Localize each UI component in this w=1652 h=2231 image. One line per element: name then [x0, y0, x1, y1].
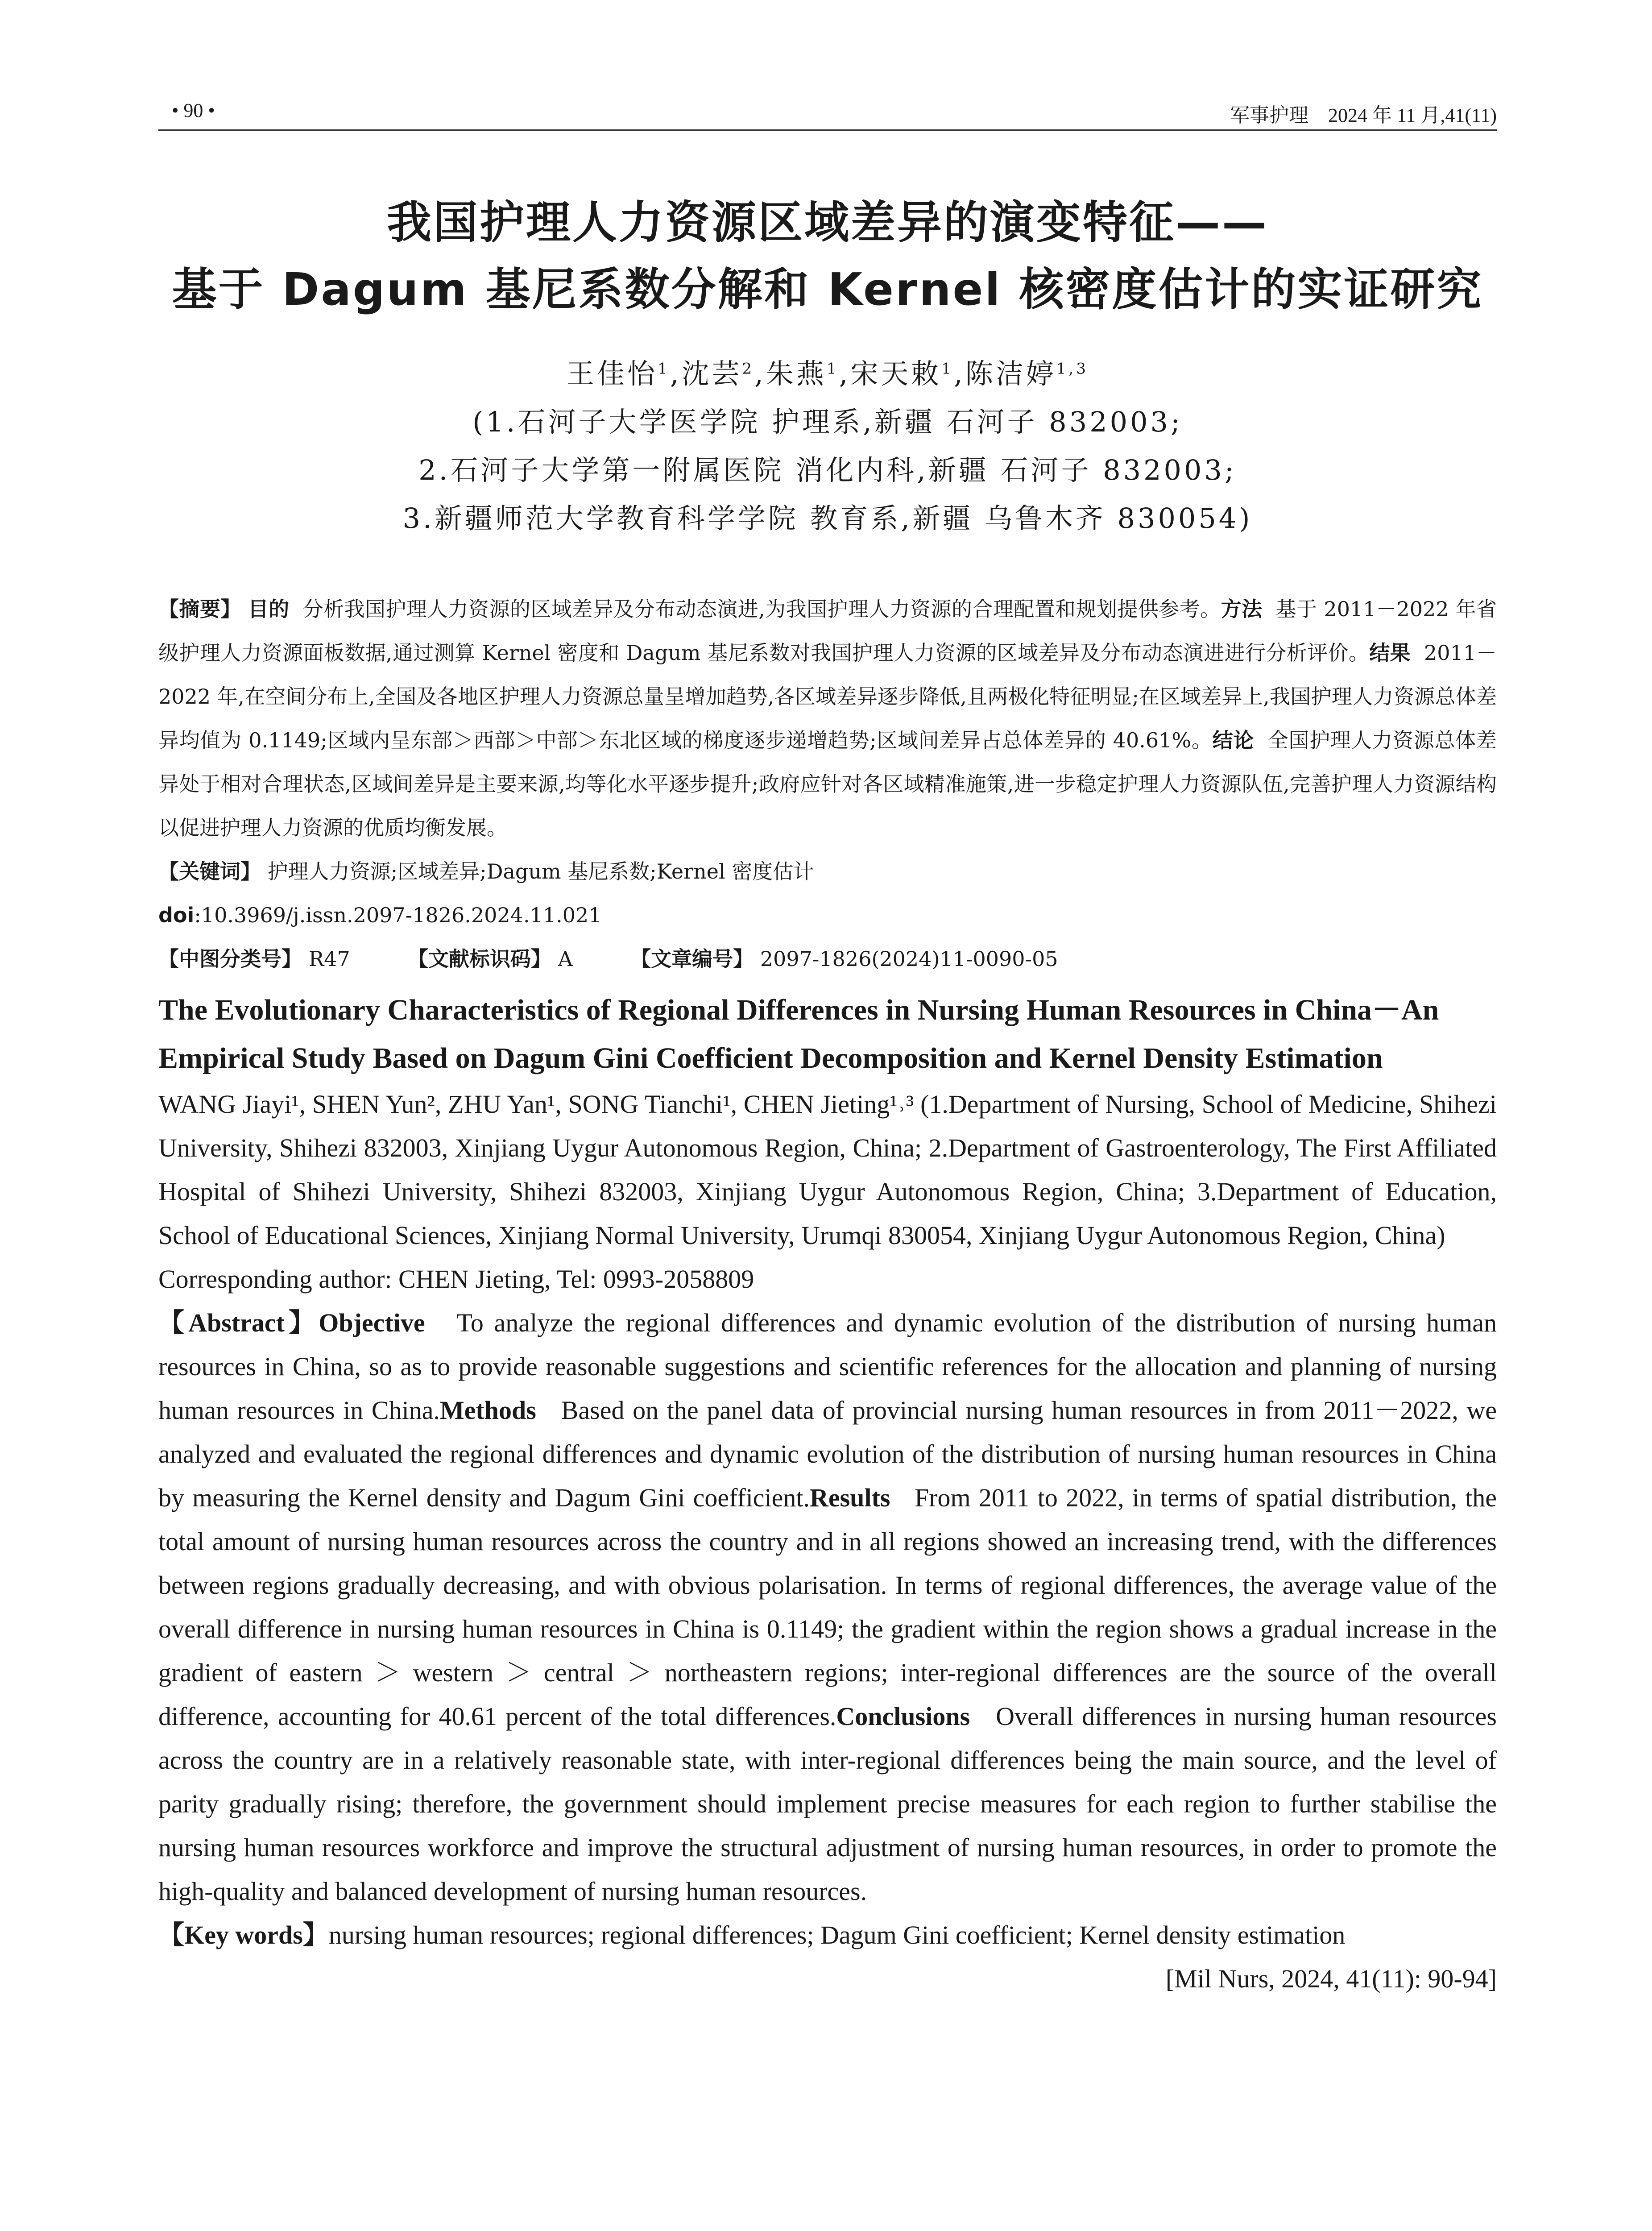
abstract-en-label: 【Abstract】 [158, 1308, 319, 1337]
author-list-cn: 王佳怡$^1$,沈芸$^2$,朱燕$^1$,宋天敕$^1$,陈洁婷$^{1,3}$ [567, 357, 1089, 390]
page-number: • 90 • [172, 100, 215, 121]
paper-page [158, 94, 1497, 2001]
results-en-text: From 2011 to 2022, in terms of spatial distribution, the total amount of nursing human resources across the country and in all regions showed an increasing trend, with the differences between regions gradually decreasing, and with obvious polarisation. In terms of regional differences, the average value of the overall difference in nursing human resources in China is 0.1149; the gradient within the region shows a gradual increase in the gradient of eastern ＞ western ＞ central ＞ northeastern regions; inter-regional differences are the source of the overall difference, accounting for 40.61 percent of the total differences. [158, 1483, 1497, 1731]
doc-code-label: 【文献标识码】 [408, 947, 552, 971]
conclusions-en-label: Conclusions [836, 1702, 970, 1731]
title-en-line-2: Empirical Study Based on Dagum Gini Coefficient Decomposition and Kernel Density Estimation [158, 1042, 1383, 1074]
author-sup: 1,3 [1056, 360, 1089, 378]
results-en-label: Results [810, 1483, 890, 1512]
doi-label: doi [158, 903, 195, 927]
conclusions-cn-label: 结论 [1212, 728, 1255, 752]
author-name: 朱燕 [766, 357, 827, 390]
doc-code-value: A [558, 947, 573, 971]
author-sup: 1 [826, 360, 839, 378]
authors-affiliations-en [158, 1082, 1497, 1301]
running-header [158, 94, 1497, 131]
corresponding-author: Corresponding author: CHEN Jieting, Tel: 0993-2058809 [158, 1265, 754, 1294]
author-name: 王佳怡 [567, 357, 658, 390]
methods-en-text: Based on the panel data of provincial nursing human resources in from 2011－2022, we analyzed and evaluated the regional differences and dynamic evolution of the distribution of nursing human resources in China by measuring the Kernel density and Dagum Gini coefficient. [158, 1396, 1497, 1512]
conclusions-en-text: Overall differences in nursing human resources across the country are in a relatively reasonable state, with inter-regional differences being the main source, and the level of parity gradually rising; therefore, the government should implement precise measures for each region to further stabilise the nursing human resources workforce and improve the structural adjustment of nursing human resources, in order to promote the high-quality and balanced development of nursing human resources. [158, 1702, 1497, 1906]
doi-link[interactable]: :10.3969/j.issn.2097-1826.2024.11.021 [194, 903, 602, 927]
abstract-chinese [158, 587, 1497, 850]
objective-cn-text: 分析我国护理人力资源的区域差异及分布动态演进,为我国护理人力资源的合理配置和规划提供参考。 [302, 597, 1221, 621]
abstract-english [158, 1301, 1497, 1913]
article-number-value: 2097-1826(2024)11-0090-05 [760, 947, 1058, 971]
keywords-en [158, 1913, 1497, 1957]
author-sup: 1 [941, 360, 954, 378]
methods-cn-text: 基于 2011－2022 年省级护理人力资源面板数据,通过测算 Kernel 密度和 Dagum 基尼系数对我国护理人力资源的区域差异及分布动态演进进行分析评价。 [158, 597, 1497, 665]
clc-label: 【中图分类号】 [158, 947, 302, 971]
keywords-cn [158, 850, 1497, 893]
classification-line [158, 937, 1497, 981]
abstract-cn-label: 【摘要】 [158, 597, 241, 621]
article-number-label: 【文章编号】 [630, 947, 754, 971]
affiliation-3: 3.新疆师范大学教育科学学院 教育系,新疆 乌鲁木齐 830054) [402, 502, 1253, 535]
methods-cn-label: 方法 [1221, 597, 1263, 621]
keywords-cn-label: 【关键词】 [158, 859, 261, 883]
affiliation-2: 2.石河子大学第一附属医院 消化内科,新疆 石河子 832003; [418, 454, 1237, 486]
methods-en-label: Methods [439, 1396, 536, 1425]
author-name: 宋天敕 [850, 357, 942, 390]
keywords-en-text: nursing human resources; regional differences; Dagum Gini coefficient; Kernel density estimation [328, 1920, 1346, 1949]
clc-value: R47 [308, 947, 350, 971]
affiliation-1: (1.石河子大学医学院 护理系,新疆 石河子 832003; [472, 406, 1183, 438]
author-sup: 1 [658, 360, 670, 378]
title-cn-line-2: 基于 Dagum 基尼系数分解和 Kernel 核密度估计的实证研究 [172, 263, 1483, 315]
doi-line [158, 893, 1497, 937]
results-cn-label: 结果 [1369, 641, 1411, 665]
authors-affiliations-cn [158, 350, 1497, 543]
title-en-line-1: The Evolutionary Characteristics of Regional Differences in Nursing Human Resources in China－An [158, 994, 1439, 1026]
objective-en-text: To analyze the regional differences and dynamic evolution of the distribution of nursing human resources in China, so as to provide reasonable suggestions and scientific references for the allocation and planning of nursing human resources in China. [158, 1308, 1497, 1425]
author-sup: 2 [742, 360, 755, 378]
keywords-cn-text: 护理人力资源;区域差异;Dagum 基尼系数;Kernel 密度估计 [267, 859, 814, 883]
results-cn-text: 2011－2022 年,在空间分布上,全国及各地区护理人力资源总量呈增加趋势,各区域差异逐步降低,且两极化特征明显;在区域差异上,我国护理人力资源总体差异均值为 0.1149;区域内呈东部＞西部＞中部＞东北区域的梯度逐步递增趋势;区域间差异占总体差异的 40.61%。 [158, 641, 1497, 752]
title-english [158, 986, 1497, 1082]
journal-issue: 军事护理 2024 年 11 月,41(11) [1230, 104, 1497, 126]
keywords-en-label: 【Key words】 [158, 1920, 329, 1949]
title-chinese [158, 189, 1497, 323]
author-name: 陈洁婷 [965, 357, 1056, 390]
conclusions-cn-text: 全国护理人力资源总体差异处于相对合理状态,区域间差异是主要来源,均等化水平逐步提升;政府应针对各区域精准施策,进一步稳定护理人力资源队伍,完善护理人力资源结构以促进护理人力资源的优质均衡发展。 [158, 728, 1497, 840]
authors-en-text: WANG Jiayi¹, SHEN Yun², ZHU Yan¹, SONG Tianchi¹, CHEN Jieting¹˒³ (1.Department of Nursing, School of Medicine, Shihezi University, Shihezi 832003, Xinjiang Uygur Autonomous Region, China; 2.Department of Gastroenterology, The First Affiliated Hospital of Shihezi University, Shihezi 832003, Xinjiang Uygur Autonomous Region, China; 3.Department of Education, School of Educational Sciences, Xinjiang Normal University, Urumqi 830054, Xinjiang Uygur Autonomous Region, China) [158, 1090, 1497, 1250]
author-name: 沈芸 [681, 357, 742, 390]
objective-cn-label: 目的 [248, 597, 290, 621]
citation-line: [Mil Nurs, 2024, 41(11): 90-94] [1165, 1964, 1497, 1993]
title-cn-line-1: 我国护理人力资源区域差异的演变特征—— [387, 196, 1268, 249]
objective-en-label: Objective [319, 1308, 425, 1337]
